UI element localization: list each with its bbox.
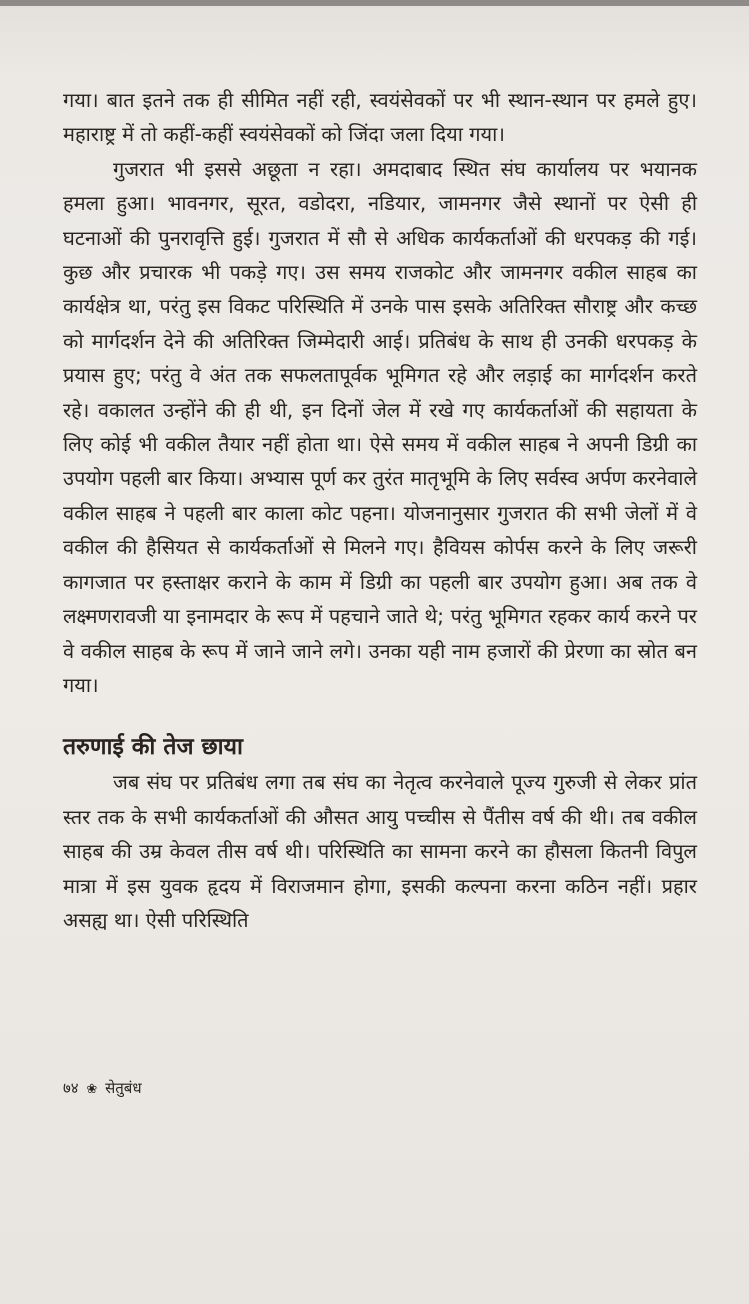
book-title: सेतुबंध <box>105 1079 142 1097</box>
paragraph-1: गया। बात इतने तक ही सीमित नहीं रही, स्वयंसेवकों पर भी स्थान-स्थान पर हमले हुए। महाराष्ट्र में तो कहीं-कहीं स्वयंसेवकों को जिंदा जला दिया गया। <box>63 88 697 147</box>
paragraph-3: जब संघ पर प्रतिबंध लगा तब संघ का नेतृत्व करनेवाले पूज्य गुरुजी से लेकर प्रांत स्तर तक के सभी कार्यकर्ताओं की औसत आयु पच्चीस से पैंतीस वर्ष की थी। तब वकील साहब की उम्र केवल तीस वर्ष थी। परिस्थिति का सामना करने का हौसला कितनी विपुल मात्रा में इस युवक हृदय में विराजमान होगा, इसकी कल्पना करना कठिन नहीं। प्रहार असह्य था। ऐसी परिस्थिति <box>63 770 697 932</box>
page-footer <box>63 1078 142 1100</box>
top-edge-shadow <box>0 0 749 6</box>
section-heading: तरुणाई की तेज छाया <box>63 734 243 761</box>
paragraph-2: गुजरात भी इससे अछूता न रहा। अमदाबाद स्थित संघ कार्यालय पर भयानक हमला हुआ। भावनगर, सूरत, वडोदरा, नडियार, जामनगर जैसे स्थानों पर ऐसी ही घटनाओं की पुनरावृत्ति हुई। गुजरात में सौ से अधिक कार्यकर्ताओं की धरपकड़ की गई। कुछ और प्रचारक भी पकड़े गए। उस समय राजकोट और जामनगर वकील साहब का कार्यक्षेत्र था, परंतु इस विकट परिस्थिति में उनके पास इसके अतिरिक्त सौराष्ट्र और कच्छ को मार्गदर्शन देने की अतिरिक्त जिम्मेदारी आई। प्रतिबंध के साथ ही उनकी धरपकड़ के प्रयास हुए; परंतु वे अंत तक सफलतापूर्वक भूमिगत रहे और लड़ाई का मार्गदर्शन करते रहे। वकालत उन्होंने की ही थी, इन दिनों जेल में रखे गए कार्यकर्ताओं की सहायता के लिए कोई भी वकील तैयार नहीं होता था। ऐसे समय में वकील साहब ने अपनी डिग्री का उपयोग पहली बार किया। अभ्यास पूर्ण कर तुरंत मातृभूमि के लिए सर्वस्व अर्पण करनेवाले वकील साहब ने पहली बार काला कोट पहना। योजनानुसार गुजरात की सभी जेलों में वे वकील की हैसियत से कार्यकर्ताओं से मिलने गए। हैवियस कोर्पस करने के लिए जरूरी कागजात पर हस्ताक्षर कराने के काम में डिग्री का पहली बार उपयोग हुआ। अब तक वे लक्ष्मणरावजी या इनामदार के रूप में पहचाने जाते थे; परंतु भूमिगत रहकर कार्य करने पर वे वकील साहब के रूप में जाने जाने लगे। उनका यही नाम हजारों की प्रेरणा का स्रोत बन गया। <box>63 156 697 697</box>
page-text-block <box>63 83 697 937</box>
flower-ornament-icon: ❀ <box>86 1082 98 1097</box>
page-number: ७४ <box>63 1079 79 1097</box>
